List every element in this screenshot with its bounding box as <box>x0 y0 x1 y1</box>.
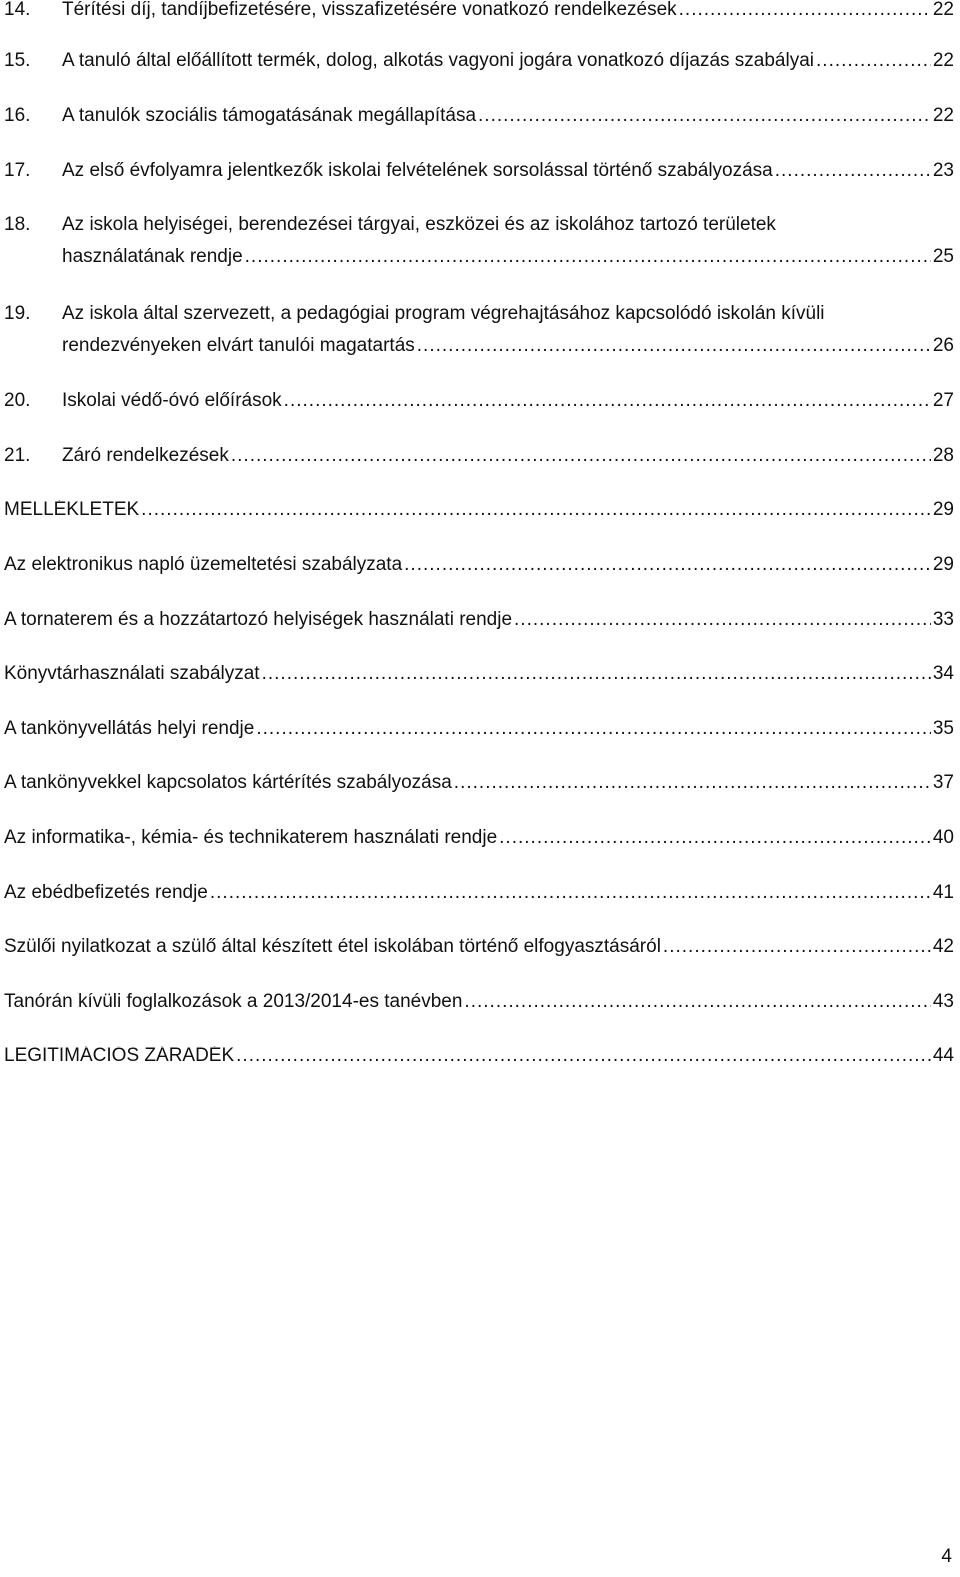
toc-entry-15[interactable] <box>4 51 954 77</box>
toc-page: 26 <box>932 336 954 356</box>
toc-entry-ebedbefizetes[interactable] <box>4 883 954 909</box>
toc-title: Térítési díj, tandíjbefizetésére, visszafizetésére vonatkozó rendelkezések <box>62 0 677 20</box>
toc-leader <box>231 446 931 465</box>
toc-leader <box>256 719 931 738</box>
toc-title: Tanórán kívüli foglalkozások a 2013/2014-es tanévben <box>4 992 463 1012</box>
toc-leader <box>816 51 931 70</box>
toc-page: 40 <box>932 828 954 848</box>
toc-number: 17. <box>4 161 31 181</box>
toc-title: rendezvényeken elvárt tanulói magatartás <box>62 336 415 356</box>
toc-page: 27 <box>932 391 954 411</box>
toc-title: használatának rendje <box>62 247 243 267</box>
toc-page: 34 <box>932 664 954 684</box>
toc-entry-21[interactable] <box>4 446 954 472</box>
toc-page: 42 <box>932 937 954 957</box>
toc-title: Az első évfolyamra jelentkezők iskolai felvételének sorsolással történő szabályozása <box>62 161 773 181</box>
page-number: 4 <box>941 1546 952 1567</box>
toc-leader <box>464 992 930 1011</box>
toc-leader <box>404 555 931 574</box>
toc-entry-tornaterem[interactable] <box>4 610 954 636</box>
toc-number: 21. <box>4 446 31 466</box>
toc-entry-17[interactable] <box>4 161 954 187</box>
toc-leader <box>141 500 931 519</box>
toc-entry-konyvtar[interactable] <box>4 664 954 690</box>
toc-title: A tanuló által előállított termék, dolog, alkotás vagyoni jogára vonatkozó díjazás szabályai <box>62 51 815 71</box>
toc-entry-19[interactable] <box>4 304 954 362</box>
toc-leader <box>514 610 931 629</box>
toc-leader <box>210 883 931 902</box>
toc-title: Az informatika-, kémia- és technikaterem használati rendje <box>4 828 498 848</box>
toc-number: 16. <box>4 106 31 126</box>
toc-page: 43 <box>932 992 954 1012</box>
toc-page: 23 <box>932 161 954 181</box>
toc-page: 28 <box>932 446 954 466</box>
toc-entry-elektronikus-naplo[interactable] <box>4 555 954 581</box>
toc-leader <box>284 391 931 410</box>
toc-entry-tanoran-kivuli[interactable] <box>4 992 954 1018</box>
toc-page: 22 <box>932 0 954 20</box>
toc-entry-legitimacios-zaradek[interactable] <box>4 1046 954 1072</box>
toc-title: MELLÉKLETEK <box>4 500 140 520</box>
toc-page: 44 <box>932 1046 954 1066</box>
toc-page: 35 <box>932 719 954 739</box>
toc-number: 15. <box>4 51 31 71</box>
toc-page: 22 <box>932 106 954 126</box>
toc-number: 19. <box>4 303 31 324</box>
toc-entry-mellekletek[interactable] <box>4 500 954 526</box>
toc-title: LEGITIMÁCIÓS ZÁRADÉK <box>4 1046 235 1066</box>
toc-title: Az ebédbefizetés rendje <box>4 883 208 903</box>
toc-title: Iskolai védő-óvó előírások <box>62 391 282 411</box>
toc-entry-karterites[interactable] <box>4 773 954 799</box>
toc-page: 22 <box>932 51 954 71</box>
toc-entry-16[interactable] <box>4 106 954 132</box>
toc-leader <box>679 0 931 19</box>
toc-title: Az elektronikus napló üzemeltetési szabályzata <box>4 555 403 575</box>
toc-title: A tornaterem és a hozzátartozó helyiségek használati rendje <box>4 610 513 630</box>
toc-entry-tankonyvellatas[interactable] <box>4 719 954 745</box>
toc-title: Záró rendelkezések <box>62 446 229 466</box>
toc-page: 25 <box>932 247 954 267</box>
toc-leader <box>417 336 931 355</box>
toc-number: 20. <box>4 391 31 411</box>
toc-leader <box>663 937 931 956</box>
toc-page: 29 <box>932 500 954 520</box>
toc-leader <box>478 106 931 125</box>
toc-leader <box>245 247 931 266</box>
toc-page: 37 <box>932 773 954 793</box>
toc-page: 29 <box>932 555 954 575</box>
toc-page: 41 <box>932 883 954 903</box>
toc-title-line1: Az iskola helyiségei, berendezései tárgyai, eszközei és az iskolához tartozó területek <box>62 214 776 235</box>
toc-leader <box>454 773 931 792</box>
toc-title-line1: Az iskola által szervezett, a pedagógiai program végrehajtásához kapcsolódó iskolán kívüli <box>62 303 825 324</box>
toc-number: 18. <box>4 214 31 235</box>
toc-title: A tankönyvellátás helyi rendje <box>4 719 255 739</box>
toc-title: Könyvtárhasználati szabályzat <box>4 664 260 684</box>
toc-entry-14[interactable] <box>4 0 954 26</box>
toc-leader <box>236 1046 931 1065</box>
table-of-contents <box>4 0 954 1066</box>
toc-page: 33 <box>932 610 954 630</box>
toc-leader <box>775 161 931 180</box>
toc-title: Szülői nyilatkozat a szülő által készített étel iskolában történő elfogyasztásáról <box>4 937 661 957</box>
toc-title: A tankönyvekkel kapcsolatos kártérítés szabályozása <box>4 773 452 793</box>
toc-title: A tanulók szociális támogatásának megállapítása <box>62 106 477 126</box>
toc-leader <box>262 664 931 683</box>
toc-entry-informatika[interactable] <box>4 828 954 854</box>
toc-entry-szuloi-nyilatkozat[interactable] <box>4 937 954 963</box>
toc-number: 14. <box>4 0 31 20</box>
toc-entry-20[interactable] <box>4 391 954 417</box>
toc-leader <box>499 828 931 847</box>
toc-entry-18[interactable] <box>4 215 954 273</box>
